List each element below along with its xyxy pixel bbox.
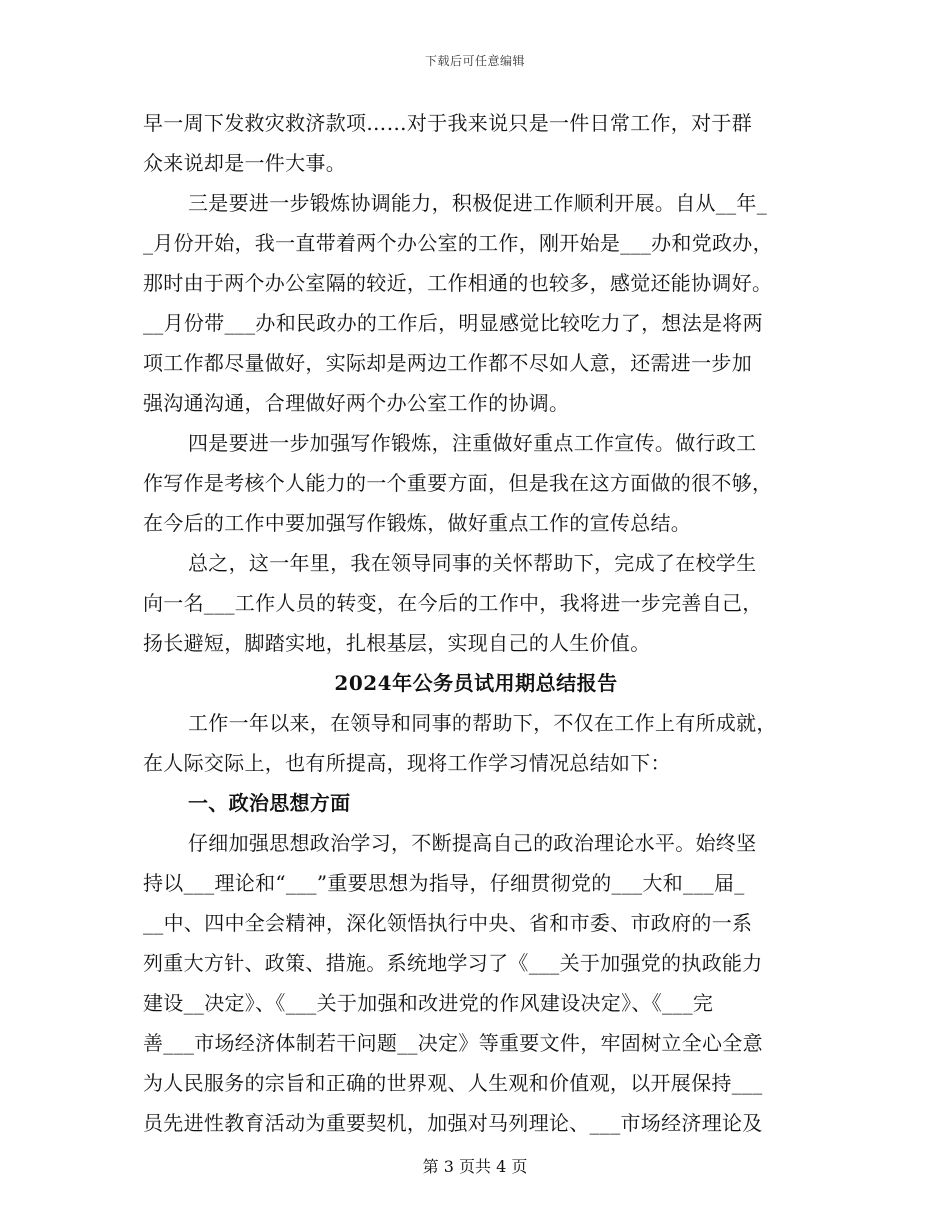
page-header: 下载后可任意编辑 — [424, 54, 525, 68]
paragraph-line: 列重大方针、政策、措施。系统地学习了《___关于加强党的执政能力 — [143, 951, 763, 975]
paragraph-line: 强沟通沟通，合理做好两个办公室工作的协调。 — [143, 391, 570, 415]
paragraph-line: __中、四中全会精神，深化领悟执行中央、省和市委、市政府的一系 — [143, 911, 753, 935]
subsection-heading: 一、政治思想方面 — [188, 791, 351, 815]
paragraph-line: 工作一年以来，在领导和同事的帮助下，不仅在工作上有所成就， — [188, 711, 777, 735]
paragraph-line: 三是要进一步锻炼协调能力，积极促进工作顺利开展。自从__年_ — [188, 191, 767, 215]
paragraph-line: 项工作都尽量做好，实际却是两边工作都不尽如人意，还需进一步加 — [143, 351, 752, 375]
paragraph-line: 四是要进一步加强写作锻炼，注重做好重点工作宣传。做行政工 — [188, 431, 757, 455]
paragraph-line: 作写作是考核个人能力的一个重要方面，但是我在这方面做的很不够， — [143, 471, 773, 495]
paragraph-line: 建设__决定》、《___关于加强和改进党的作风建设决定》、《___完 — [143, 991, 714, 1015]
paragraph-line: 善___市场经济体制若干问题__决定》等重要文件，牢固树立全心全意 — [143, 1031, 763, 1055]
paragraph-line: 众来说却是一件大事。 — [143, 151, 346, 175]
paragraph-line: 员先进性教育活动为重要契机，加强对马列理论、___市场经济理论及 — [143, 1111, 763, 1135]
page-footer: 第 3 页共 4 页 — [422, 1157, 528, 1176]
paragraph-line: 在人际交际上，也有所提高，现将工作学习情况总结如下： — [143, 751, 671, 775]
paragraph-line: 在今后的工作中要加强写作锻炼，做好重点工作的宣传总结。 — [143, 511, 692, 535]
paragraph-line: 向一名___工作人员的转变，在今后的工作中，我将进一步完善自己， — [143, 591, 763, 615]
document-body — [143, 103, 809, 1143]
paragraph-line: 早一周下发救灾救济款项……对于我来说只是一件日常工作，对于群 — [143, 111, 752, 135]
section-title: 2024年公务员试用期总结报告 — [334, 671, 618, 695]
paragraph-line: 扬长避短，脚踏实地，扎根基层，实现自己的人生价值。 — [143, 631, 651, 655]
paragraph-line: __月份带___办和民政办的工作后，明显感觉比较吃力了，想法是将两 — [143, 311, 763, 335]
paragraph-line: _月份开始，我一直带着两个办公室的工作，刚开始是___办和党政办， — [143, 231, 773, 255]
paragraph-line: 仔细加强思想政治学习，不断提高自己的政治理论水平。始终坚 — [188, 831, 757, 855]
paragraph-line: 持以___理论和“___”重要思想为指导，仔细贯彻党的___大和___届_ — [143, 871, 745, 895]
paragraph-line: 总之，这一年里，我在领导同事的关怀帮助下，完成了在校学生 — [188, 551, 757, 575]
paragraph-line: 为人民服务的宗旨和正确的世界观、人生观和价值观，以开展保持___ — [143, 1071, 763, 1095]
paragraph-line: 那时由于两个办公室隔的较近，工作相通的也较多，感觉还能协调好。 — [143, 271, 773, 295]
